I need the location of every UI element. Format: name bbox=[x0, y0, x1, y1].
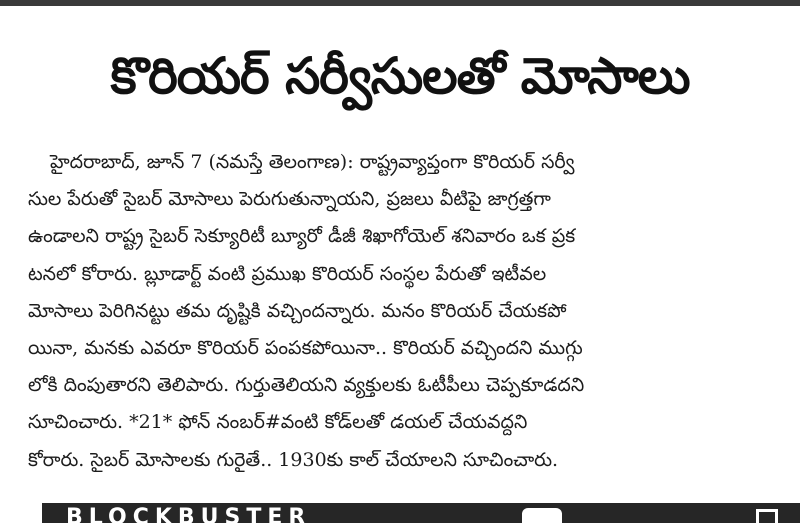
article-headline: కొరియర్ సర్వీసులతో మోసాలు bbox=[110, 47, 690, 105]
advertisement-strip bbox=[42, 503, 800, 523]
top-rule bbox=[0, 0, 800, 6]
body-line: యినా, మనకు ఎవరూ కొరియర్ పంపకపోయినా.. కొరియర్ వచ్చిందని ముగ్గు bbox=[28, 336, 583, 359]
advertisement-corner-shape bbox=[756, 509, 778, 523]
article-body bbox=[28, 144, 778, 479]
body-line: ఉండాలని రాష్ట్ర సైబర్ సెక్యూరిటీ బ్యూరో డీజీ శిఖాగోయెల్ శనివారం ఒక ప్రక bbox=[28, 225, 576, 248]
body-line: సుల పేరుతో సైబర్ మోసాలు పెరుగుతున్నాయని, ప్రజలు వీటిపై జాగ్రత్తగా bbox=[28, 188, 551, 211]
body-line: సూచించారు. *21* ఫోన్ నంబర్#వంటి కోడ్‌లతో డయల్ చేయవద్దని bbox=[28, 411, 528, 434]
body-line: లోకి దింపుతారని తెలిపారు. గుర్తుతెలియని వ్యక్తులకు ఓటీపీలు చెప్పకూడదని bbox=[28, 374, 585, 397]
body-line: కోరారు. సైబర్ మోసాలకు గురైతే.. 1930కు కాల్ చేయాలని సూచించారు. bbox=[28, 448, 559, 471]
body-line: టనలో కోరారు. బ్లూడార్ట్ వంటి ప్రముఖ కొరియర్ సంస్థల పేరుతో ఇటీవల bbox=[28, 262, 547, 285]
advertisement-logo-shape bbox=[522, 508, 562, 523]
body-line: హైదరాబాద్, జూన్ 7 (నమస్తే తెలంగాణ): రాష్ట్రవ్యాప్తంగా కొరియర్ సర్వీ bbox=[50, 151, 575, 173]
advertisement-text: BLOCKBUSTER bbox=[66, 505, 312, 523]
body-line: మోసాలు పెరిగినట్టు తమ దృష్టికి వచ్చిందన్నారు. మనం కొరియర్ చేయకపో bbox=[28, 299, 567, 322]
